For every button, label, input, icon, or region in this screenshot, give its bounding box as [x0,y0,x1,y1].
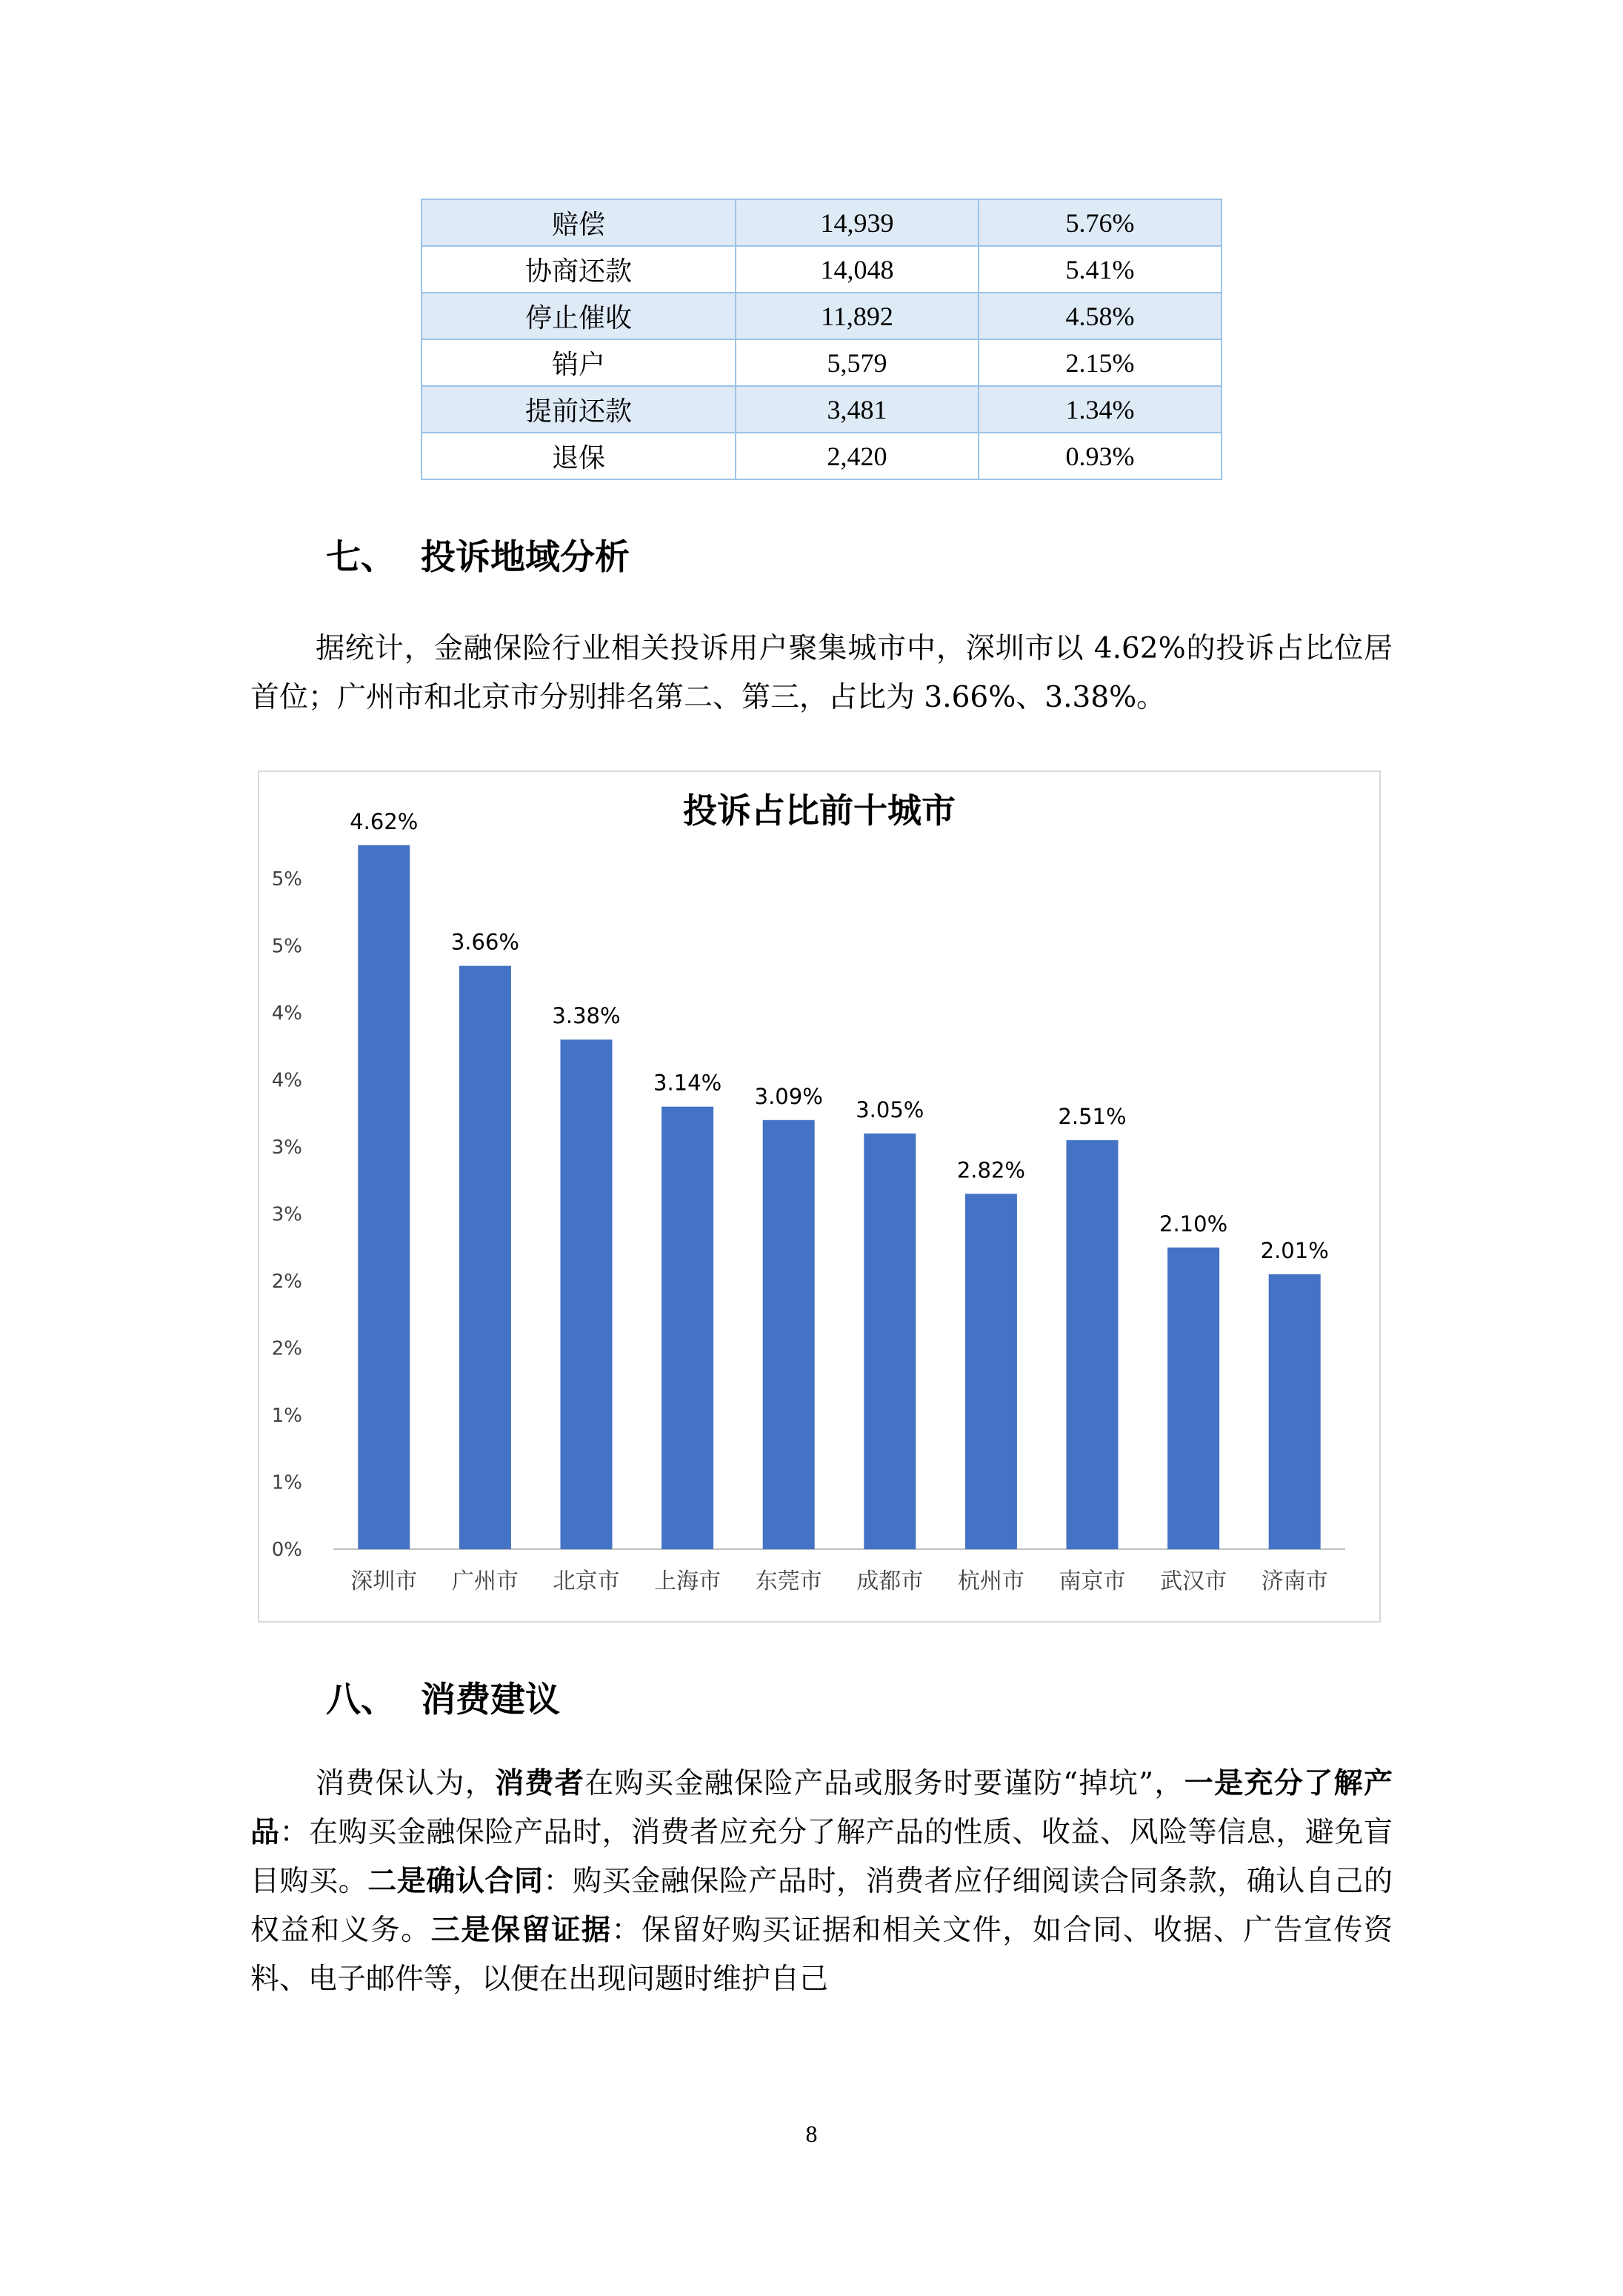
section-title: 投诉地域分析 [421,537,630,578]
para-text: 消费保认为， [316,1767,496,1800]
bar-武汉市 [1167,1248,1219,1549]
bar-北京市 [561,1039,613,1549]
x-tick-label: 东莞市 [755,1568,822,1594]
y-tick-label: 4% [271,1069,302,1092]
data-label: 2.82% [956,1157,1025,1183]
data-label: 3.66% [450,929,519,955]
table-row [421,433,1222,479]
bar-杭州市 [965,1194,1017,1549]
table-cell-type: 提前还款 [421,386,736,433]
x-tick-label: 上海市 [654,1568,721,1594]
para-bold: 消费者 [495,1767,585,1800]
table-cell-count: 11,892 [736,293,979,339]
table-row [421,246,1222,293]
para-bold: 二是确认合同 [367,1865,544,1898]
data-label: 3.09% [754,1083,823,1109]
y-tick-label: 3% [271,1137,302,1159]
para-text: ：购买金融保险产品时，消费者应仔细阅读合同条款，确认自己的权益和义务。 [250,1865,1393,1947]
table-cell-count: 2,420 [736,433,979,479]
table-row [421,293,1222,339]
data-label: 3.38% [552,1003,621,1029]
x-tick-label: 武汉市 [1160,1568,1227,1594]
bar-南京市 [1067,1140,1119,1549]
table-cell-percent: 5.41% [979,246,1222,293]
section-heading-8 [326,1672,560,1722]
data-label: 2.51% [1058,1103,1127,1129]
table-cell-type: 销户 [421,339,736,386]
chart-frame [258,771,1381,1623]
table-cell-percent: 5.76% [979,199,1222,246]
table-cell-count: 14,048 [736,246,979,293]
table-cell-type: 停止催收 [421,293,736,339]
data-label: 3.05% [856,1097,924,1122]
page-number: 8 [805,2120,818,2147]
data-label: 4.62% [350,808,419,834]
y-tick-label: 2% [271,1337,302,1360]
table-cell-type: 退保 [421,433,736,479]
table-cell-type: 赔偿 [421,199,736,246]
para-text: ：在购买金融保险产品时，消费者应充分了解产品的性质、收益、风险等信息，避免盲目购买。 [250,1816,1393,1898]
table-cell-percent: 2.15% [979,339,1222,386]
table-cell-count: 5,579 [736,339,979,386]
x-tick-label: 杭州市 [957,1568,1024,1594]
section-number: 七、 [326,537,396,578]
y-tick-label: 3% [271,1203,302,1226]
chart-title: 投诉占比前十城市 [683,791,956,831]
table-row [421,199,1222,246]
table-cell-percent: 0.93% [979,433,1222,479]
y-tick-label: 1% [271,1471,302,1494]
bar-济南市 [1269,1274,1321,1549]
bar-上海市 [661,1107,713,1549]
table-row [421,339,1222,386]
table-cell-percent: 1.34% [979,386,1222,433]
para-bold: 三是保留证据 [430,1914,612,1947]
table-cell-type: 协商还款 [421,246,736,293]
table-cell-percent: 4.58% [979,293,1222,339]
x-tick-label: 南京市 [1059,1568,1126,1594]
y-tick-label: 0% [271,1539,302,1561]
x-tick-label: 成都市 [856,1568,924,1594]
para-text: 在购买金融保险产品或服务时要谨防“掉坑”， [584,1767,1184,1800]
x-tick-label: 深圳市 [350,1568,418,1594]
bar-广州市 [459,966,511,1549]
y-tick-label: 2% [271,1271,302,1293]
section-number: 八、 [326,1680,396,1720]
y-tick-label: 5% [271,868,302,891]
section-7-paragraph: 据统计，金融保险行业相关投诉用户聚集城市中，深圳市以 4.62%的投诉占比位居首位；广州市和北京市分别排名第二、第三，占比为 3.66%、3.38%。 [250,632,1393,714]
para-bold: 一是充分了解产品 [250,1767,1393,1849]
data-label: 3.14% [653,1070,722,1096]
x-tick-label: 济南市 [1261,1568,1328,1594]
y-tick-label: 1% [271,1405,302,1427]
bar-成都市 [864,1134,916,1549]
section-8-paragraph [250,1760,1393,2004]
table-row [421,386,1222,433]
bar-深圳市 [358,845,410,1549]
data-label: 2.10% [1159,1211,1228,1237]
y-tick-label: 5% [271,935,302,958]
section-heading-7 [326,530,630,579]
table-cell-count: 14,939 [736,199,979,246]
data-label: 2.01% [1260,1237,1329,1263]
x-tick-label: 广州市 [451,1568,519,1594]
complaint-demand-table [421,199,1222,480]
x-tick-label: 北京市 [553,1568,620,1594]
table-cell-count: 3,481 [736,386,979,433]
bar-chart [259,772,1379,1621]
y-tick-label: 4% [271,1002,302,1025]
bar-东莞市 [763,1120,815,1549]
section-title: 消费建议 [421,1680,560,1720]
para-text: ：保留好购买证据和相关文件，如合同、收据、广告宣传资料、电子邮件等，以便在出现问题时维护自己 [250,1914,1393,1996]
